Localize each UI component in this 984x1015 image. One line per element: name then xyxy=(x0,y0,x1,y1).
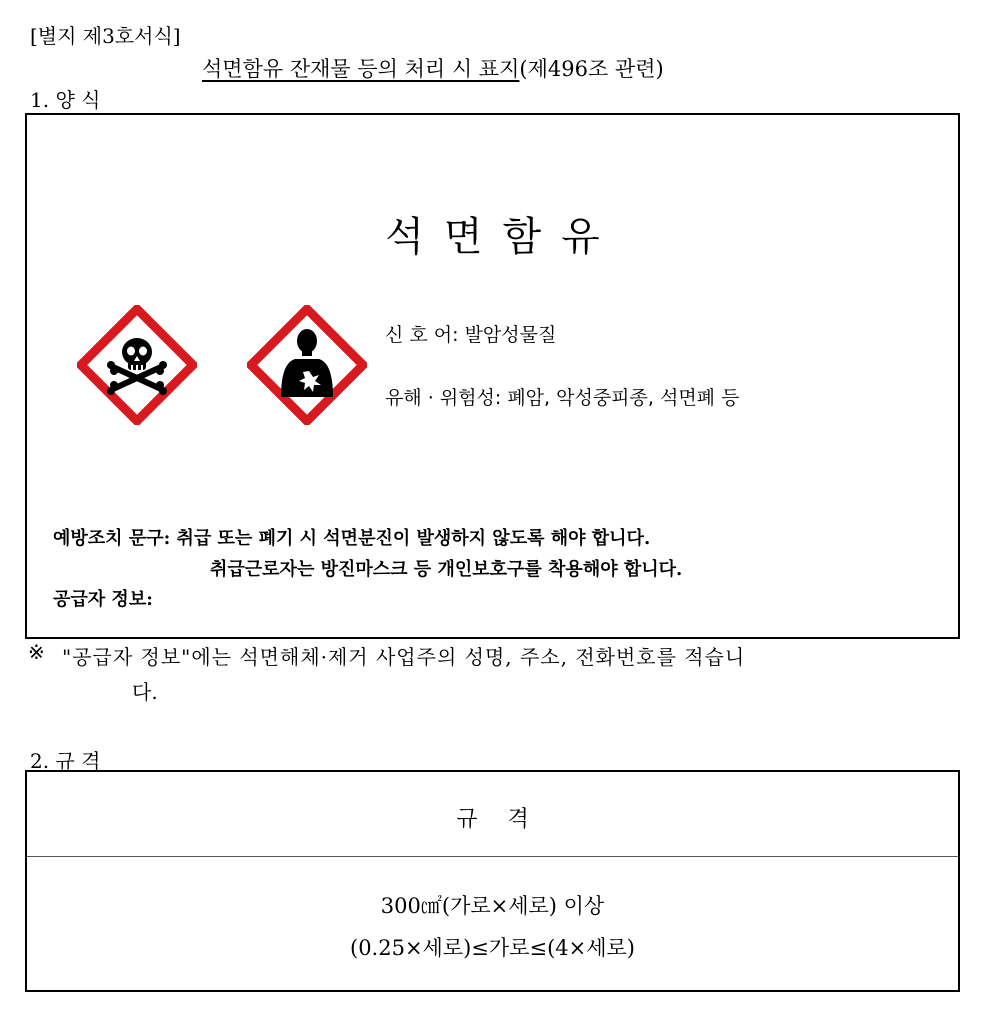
precaution-statement-line2: 취급근로자는 방진마스크 등 개인보호구를 착용해야 합니다. xyxy=(210,559,683,580)
health-hazard-icon xyxy=(247,305,367,425)
supplier-info-label: 공급자 정보: xyxy=(53,589,153,610)
label-title: 석면함유 xyxy=(385,214,620,260)
hazard-statement: 유해 · 위험성: 폐암, 악성중피종, 석면폐 등 xyxy=(385,387,740,409)
section2-heading: 2. 규 격 xyxy=(30,749,101,773)
note-mark: ※ xyxy=(28,640,45,664)
spec-ratio-requirement: (0.25×세로)≤가로≤(4×세로) xyxy=(350,936,635,960)
spec-table-header: 규격 xyxy=(456,807,559,832)
asbestos-label-sample xyxy=(25,113,960,639)
document-title-suffix: (제496조 관련) xyxy=(519,57,664,81)
document-title xyxy=(202,53,664,83)
note-text: "공급자 정보"에는 석면해체·제거 사업주의 성명, 주소, 전화번호를 적습니 xyxy=(62,645,746,669)
spec-table xyxy=(25,770,960,992)
spec-table-header-cell xyxy=(27,772,958,857)
form-number: [별지 제3호서식] xyxy=(30,24,181,48)
document-title-main: 석면함유 잔재물 등의 처리 시 표지 xyxy=(202,57,520,81)
spec-size-requirement: 300㎠(가로×세로) 이상 xyxy=(380,894,605,918)
note-text-continued: 다. xyxy=(132,680,158,704)
precaution-statement-line1: 예방조치 문구: 취급 또는 폐기 시 석면분진이 발생하지 않도록 해야 합니다. xyxy=(53,528,651,549)
skull-crossbones-icon xyxy=(77,305,197,425)
section1-heading: 1. 양 식 xyxy=(30,88,101,112)
signal-word: 신 호 어: 발암성물질 xyxy=(385,324,557,346)
